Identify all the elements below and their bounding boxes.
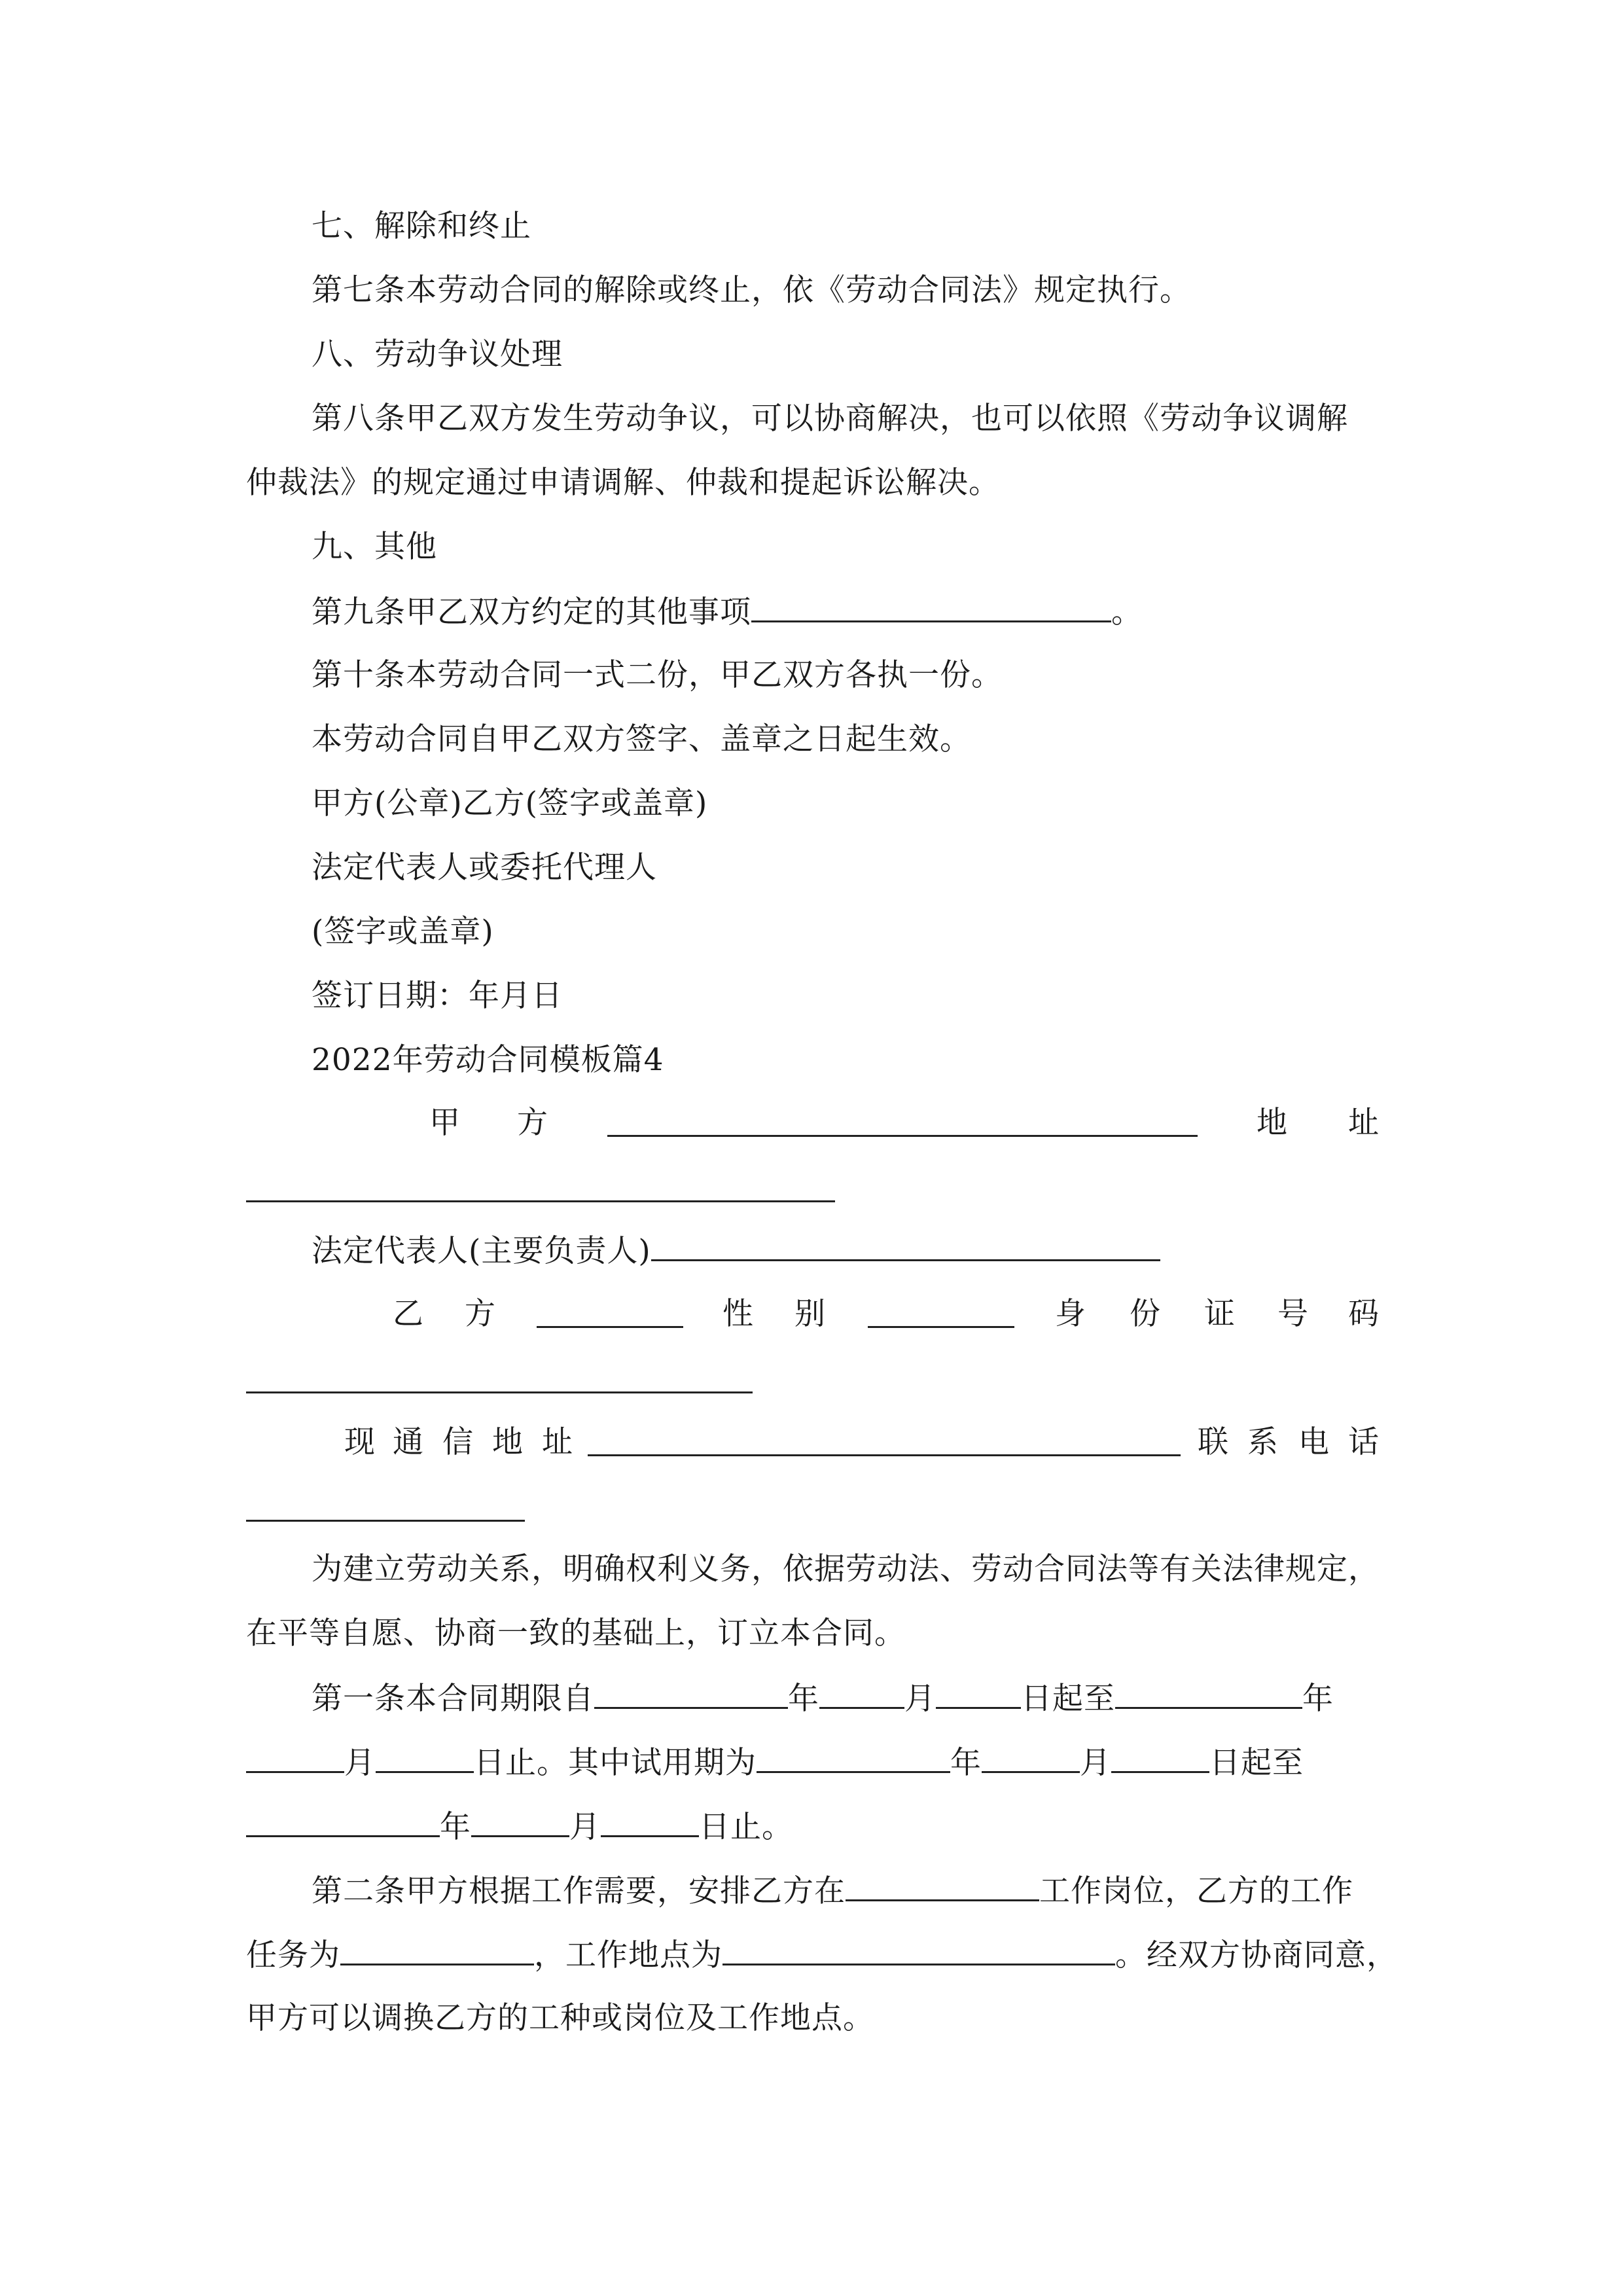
phone-blank [246,1520,525,1522]
party-sign-text: 甲方(公章)乙方(签字或盖章) [312,785,708,821]
probation-start-month-blank [982,1742,1080,1773]
article2-line1 [312,1871,1353,1911]
start-day-blank [936,1678,1021,1709]
id-label-char: 份 [1130,1296,1160,1332]
current-address-char: 现 [344,1424,375,1460]
end-day-blank [376,1742,474,1773]
party-a-label-1: 甲 [429,1105,460,1141]
legal-rep-field-label: 法定代表人(主要负责人) [312,1233,651,1269]
job-position-blank [846,1871,1039,1901]
id-label-char: 码 [1348,1296,1379,1332]
legal-rep-blank [651,1230,1160,1261]
year-text: 年 [1302,1681,1334,1717]
end-year-blank [1115,1678,1302,1709]
gender-label-1: 性 [722,1296,753,1332]
start-year-blank [594,1678,788,1709]
article1-prefix: 第一条本合同期限自 [312,1681,594,1717]
sign-or-seal-text: (签字或盖章) [312,914,494,950]
article2-line2 [246,1935,1398,1975]
start-month-blank [819,1678,904,1709]
current-address-char: 地 [492,1424,523,1460]
gender-label-2: 别 [794,1296,825,1332]
article2-line3: 甲方可以调换乙方的工种或岗位及工作地点。 [246,2000,874,2036]
article7-text: 第七条本劳动合同的解除或终止，依《劳动合同法》规定执行。 [312,272,1191,308]
article1-line2 [246,1742,1304,1783]
id-number-blank [246,1391,753,1393]
party-b-blank [537,1326,683,1328]
phone-label-char: 电 [1298,1424,1329,1460]
gender-blank [868,1326,1014,1328]
article9-prefix: 第九条甲乙双方约定的其他事项 [312,594,751,630]
section8-heading: 八、劳动争议处理 [312,336,563,372]
probation-end-day-blank [601,1806,699,1837]
article10-text: 第十条本劳动合同一式二份，甲乙双方各执一份。 [312,657,1003,693]
day-end-text: 日止。其中试用期为 [474,1745,757,1781]
address-label-1: 地 [1257,1105,1287,1141]
intro-line1: 为建立劳动关系，明确权利义务，依据劳动法、劳动合同法等有关法律规定， [312,1551,1380,1587]
year-text: 年 [788,1681,819,1717]
article9-line [312,592,1143,632]
party-b-label-2: 方 [465,1296,495,1332]
legal-rep-text: 法定代表人或委托代理人 [312,850,657,886]
article1-line1 [312,1678,1334,1719]
work-location-blank [722,1935,1115,1965]
address-label-2: 址 [1348,1105,1379,1141]
month-text: 月 [569,1809,601,1845]
job-task-blank [340,1935,534,1965]
article8-line1: 第八条甲乙双方发生劳动争议，可以协商解决，也可以依照《劳动争议调解 [312,401,1348,437]
article9-suffix: 。 [1111,594,1143,630]
sign-date-text: 签订日期：年月日 [312,978,563,1014]
year-text: 年 [950,1745,982,1781]
effective-text: 本劳动合同自甲乙双方签字、盖章之日起生效。 [312,721,971,757]
id-label-char: 证 [1204,1296,1235,1332]
article1-line3 [246,1806,793,1847]
section9-heading: 九、其他 [312,529,437,565]
intro-line2: 在平等自愿、协商一致的基础上，订立本合同。 [246,1615,906,1651]
article2-line1-suffix: 工作岗位，乙方的工作 [1039,1873,1353,1909]
other-matters-blank [751,592,1111,622]
article2-line2-mid: ，工作地点为 [534,1937,722,1973]
current-address-char: 通 [393,1424,423,1460]
phone-label-char: 联 [1198,1424,1228,1460]
end-month-blank [246,1742,344,1773]
probation-end-month-blank [471,1806,569,1837]
party-a-blank [607,1135,1198,1137]
current-address-blank [588,1454,1181,1456]
article2-line1-prefix: 第二条甲方根据工作需要，安排乙方在 [312,1873,846,1909]
id-label-char: 身 [1055,1296,1086,1332]
phone-label-char: 系 [1247,1424,1278,1460]
day-end-final-text: 日止。 [699,1809,793,1845]
party-b-label-1: 乙 [393,1296,423,1332]
year-text: 年 [440,1809,471,1845]
section7-heading: 七、解除和终止 [312,208,531,244]
probation-start-day-blank [1111,1742,1209,1773]
id-label-char: 号 [1277,1296,1308,1332]
current-address-char: 信 [442,1424,473,1460]
party-a-label-2: 方 [517,1105,548,1141]
article8-line2: 仲裁法》的规定通过申请调解、仲裁和提起诉讼解决。 [246,465,1000,501]
phone-label-char: 话 [1348,1424,1379,1460]
address-blank [246,1200,835,1202]
probation-end-year-blank [246,1806,440,1837]
current-address-char: 址 [542,1424,573,1460]
day-from-text: 日起至 [1209,1745,1304,1781]
month-text: 月 [1080,1745,1111,1781]
month-text: 月 [344,1745,376,1781]
legal-rep-field-line [312,1230,1160,1271]
day-from-text: 日起至 [1021,1681,1115,1717]
article2-line2-suffix: 。经双方协商同意， [1115,1937,1398,1973]
probation-start-year-blank [757,1742,950,1773]
month-text: 月 [904,1681,936,1717]
template-title: 2022年劳动合同模板篇4 [312,1042,664,1078]
article2-line2-prefix: 任务为 [246,1937,340,1973]
